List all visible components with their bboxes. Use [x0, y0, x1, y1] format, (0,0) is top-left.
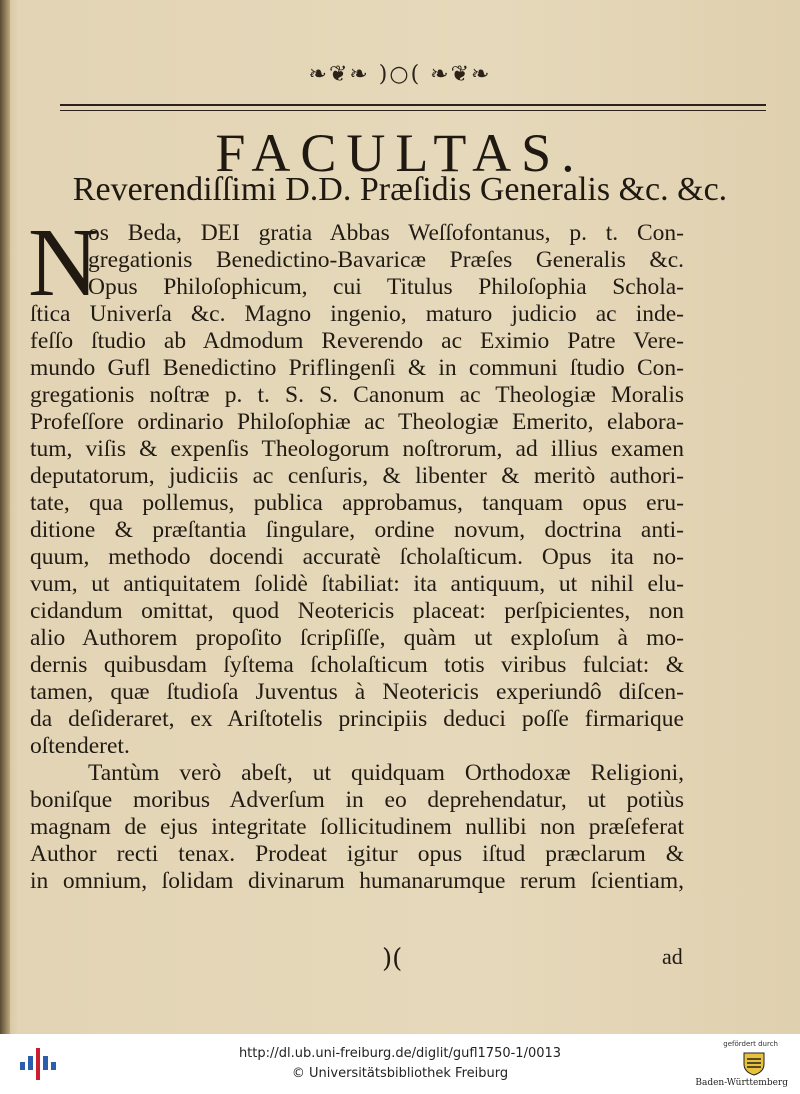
viewer-footer — [0, 1034, 800, 1094]
text-line: deputatorum, judiciis ac cenſuris, & libenter & meritò authori- — [30, 463, 684, 489]
head-ornament: ❧❦❧ )○( ❧❦❧ — [308, 62, 492, 87]
drop-cap: N — [28, 209, 99, 317]
sponsor-label: gefördert durch — [723, 1040, 778, 1048]
signature-mark: )( — [382, 944, 403, 974]
copyright-text: © Universitätsbibliothek Freiburg — [291, 1066, 509, 1081]
text-line: da deſideraret, ex Ariſtotelis principiis deduci poſſe firmarique — [30, 706, 684, 732]
sponsor-name: Baden-Württemberg — [695, 1078, 788, 1088]
permalink-url[interactable]: http://dl.ub.uni-freiburg.de/diglit/gufl1750-1/0013 — [238, 1046, 562, 1061]
coat-of-arms-icon — [740, 1050, 768, 1076]
text-line: tum, viſis & expenſis Theologorum noſtrorum, ad illius examen — [30, 436, 684, 462]
text-line: mundo Gufl Benedictino Priflingenſi & in communi ſtudio Con- — [30, 355, 684, 381]
page-subtitle: Reverendiſſimi D.D. Præſidis Generalis &c. &c. — [72, 171, 728, 208]
text-line: alio Authorem propoſito ſcripſiſſe, quàm ut exploſum à mo- — [30, 625, 684, 651]
text-line: os Beda, DEI gratia Abbas Weſſofontanus, p. t. Con- — [88, 220, 684, 246]
text-line: Opus Philoſophicum, cui Titulus Philoſophia Schola- — [88, 274, 684, 300]
text-line: gregationis noſtræ p. t. S. S. Canonum ac Theologiæ Moralis — [30, 382, 684, 408]
text-line: ſtica Univerſa &c. Magno ingenio, maturo judicio ac inde- — [30, 301, 684, 327]
text-line: quum, methodo docendi accuratè ſcholaſticum. Opus ita no- — [30, 544, 684, 570]
text-line: tamen, quæ ſtudioſa Juventus à Neotericis experiundô diſcen- — [30, 679, 684, 705]
text-line: ditione & præſtantia ſingulare, ordine novum, doctrina anti- — [30, 517, 684, 543]
double-rule — [60, 104, 766, 111]
body-text — [28, 209, 684, 895]
catchword: ad — [662, 944, 683, 969]
text-line: boniſque moribus Adverſum in eo deprehendatur, ut potiùs — [30, 787, 684, 813]
text-line: gregationis Benedictino-Bavaricæ Præſes Generalis &c. — [88, 247, 684, 273]
text-line: tate, qua pollemus, publica approbamus, tanquam opus eru- — [30, 490, 684, 516]
text-line: oſtenderet. — [30, 733, 130, 759]
text-line: Tantùm verò abeſt, ut quidquam Orthodoxæ Religioni, — [88, 760, 684, 786]
text-line: in omnium, ſolidam divinarum humanarumque rerum ſcientiam, — [30, 868, 684, 894]
text-line: Author recti tenax. Prodeat igitur opus iſtud præclarum & — [30, 841, 684, 867]
text-line: vum, ut antiquitatem ſolidè ſtabiliat: ita antiquum, ut nihil elu- — [30, 571, 684, 597]
page-title: FACULTAS. — [215, 123, 585, 183]
text-line: dernis quibusdam ſyſtema ſcholaſticum totis viribus fulciat: & — [30, 652, 684, 678]
text-line: cidandum omittat, quod Neotericis placeat: perſpicientes, non — [30, 598, 684, 624]
text-line: feſſo ſtudio ab Admodum Reverendo ac Eximio Patre Vere- — [30, 328, 684, 354]
text-line: Profeſſore ordinario Philoſophiæ ac Theologiæ Emerito, elabora- — [30, 409, 684, 435]
text-line: magnam de ejus integritate ſollicitudinem nullibi non præſeferat — [30, 814, 684, 840]
